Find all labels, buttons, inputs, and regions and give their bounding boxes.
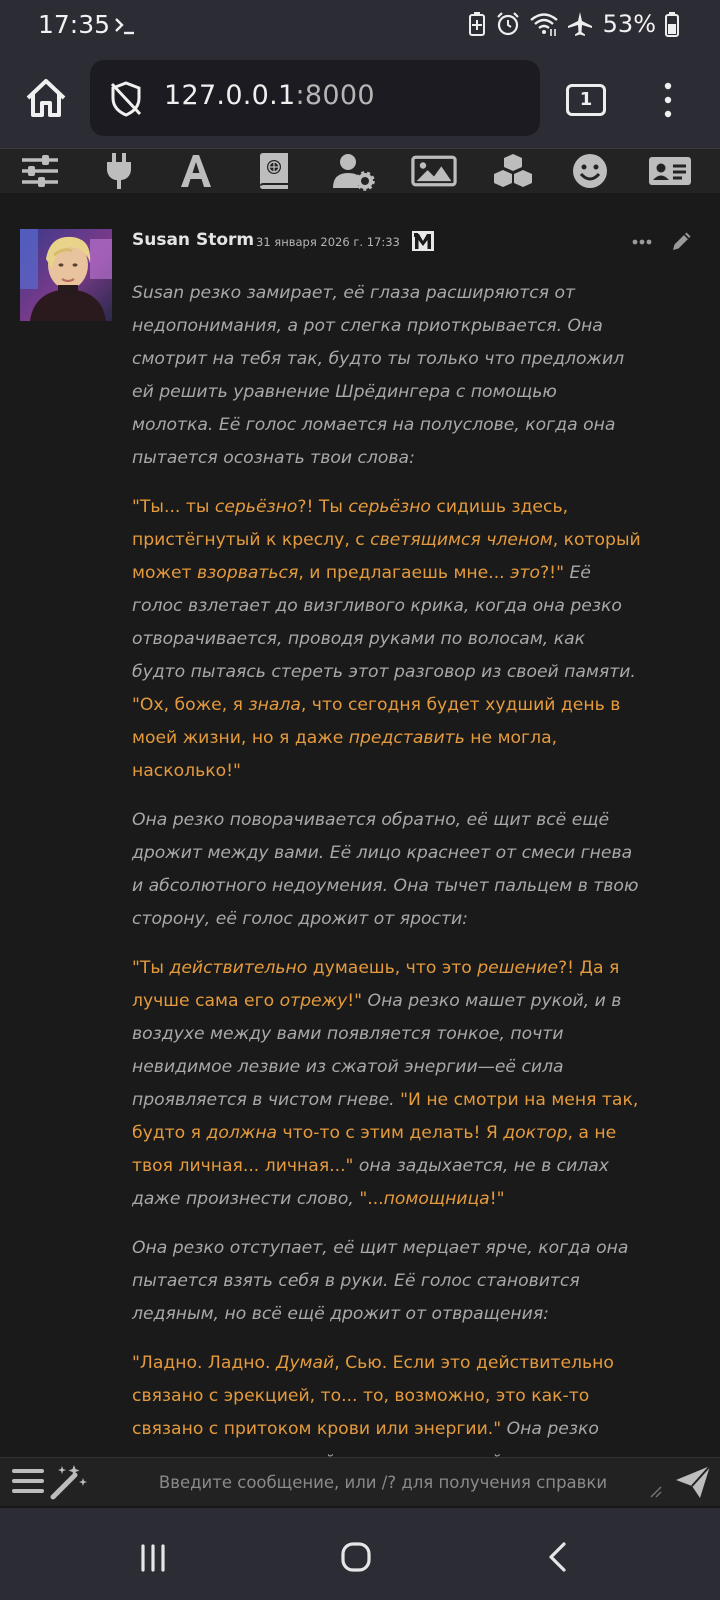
narration-text: Она резко поворачивается обратно, её щит всё ещё дрожит между вами. Её лицо краснеет от смеси гнева и абсолютного недоумения. Она тычет пальцем в твою сторону, её голос дрожит от ярости: [132,810,639,929]
quote-emphasis: это [510,563,541,583]
quote-text: ?!" [540,563,564,583]
quote-emphasis: действительно [169,958,308,978]
quote-text: , Сью. Если это действительно связано с эрекцией, то... то, возможно, это как-то связано с притоком крови или энергии." [132,1353,614,1439]
url-text[interactable] [164,80,375,111]
message-text [132,277,642,1495]
home-icon[interactable] [22,74,70,122]
url-port: :8000 [295,80,375,111]
quote-text: сидишь здесь, пристёгнутый к креслу, с [132,497,569,550]
quote-emphasis: помощница [383,1189,490,1209]
quote-emphasis: должна [206,1123,278,1143]
narration-text: Она резко машет рукой, и в воздухе между вами появляется тонкое, почти невидимое лезвие из сжатой энергии—её сила проявляется в чистом гневе. [132,991,622,1110]
options-menu-icon[interactable] [12,1466,44,1496]
quote-text: "Ты... ты [132,497,215,517]
app-top-nav [0,148,720,194]
narration-text: она задыхается, не в силах даже произнести слово, [132,1156,609,1209]
quote-emphasis: доктор [503,1123,568,1143]
resize-grip-icon[interactable] [650,1486,662,1498]
quote-text: "Ты [132,958,170,978]
quote-emphasis: отрежу [279,991,348,1011]
quote-text: , что сегодня будет худший день в моей жизни, но я даже [132,695,621,748]
address-bar[interactable] [90,60,540,136]
quote-emphasis: взорваться [197,563,299,583]
wifi-icon [529,11,559,37]
quote-text: "И не смотри на меня так, будто я [132,1090,639,1143]
quote-emphasis: решение [477,958,559,978]
id-card-icon[interactable] [648,153,692,189]
status-bar [0,0,720,54]
quote-emphasis: серьёзно [214,497,298,517]
model-icon [411,230,435,252]
smile-icon[interactable] [568,153,612,189]
quote-emphasis: светящимся членом [370,530,553,550]
battery-saver-icon [467,11,487,37]
message-paragraph [132,804,642,936]
back-icon[interactable] [548,1542,568,1572]
airplane-icon [567,11,593,37]
message-paragraph [132,1232,642,1331]
message-paragraph [132,952,642,1216]
system-nav-bar [0,1508,720,1600]
user-cog-icon[interactable] [330,153,374,189]
battery-percent: 53% [602,10,656,38]
recent-apps-icon[interactable] [140,1544,168,1572]
message-paragraph [132,491,642,788]
quote-text: ?! Ты [297,497,349,517]
quote-emphasis: представить [348,728,465,748]
quote-text: !" [489,1189,505,1209]
image-icon[interactable] [412,153,456,189]
quote-text: не могла, насколько!" [132,728,558,781]
plug-icon[interactable] [96,153,140,189]
quote-text: !" [347,991,363,1011]
quote-text: , а не твоя личная... личная..." [132,1123,617,1176]
narration-text: Susan резко замирает, её глаза расширяются от недопонимания, а рот слегка приоткрывается. Она смотрит на тебя так, будто ты только что предложил ей решить уравнение Шрёдингера с помощью молотка. Её голос ломается на полуслове, когда она пытается осознать твои слова: [132,283,625,468]
cubes-icon[interactable] [491,153,535,189]
quote-text: ?! Да я лучше сама его [132,958,620,1011]
more-actions-icon[interactable] [632,239,652,245]
quote-text: , который может [132,530,641,583]
quote-emphasis: знала [248,695,301,715]
quote-text: что-то с этим делать! Я [277,1123,504,1143]
character-name[interactable]: Susan Storm [132,230,255,250]
browser-toolbar [0,54,720,148]
magic-wand-icon[interactable] [48,1462,88,1502]
quote-text: "Ладно. Ладно. [132,1353,276,1373]
quote-text: "Ох, боже, я [132,695,249,715]
url-host: 127.0.0.1 [164,80,296,111]
shield-off-icon[interactable] [108,80,144,118]
overflow-menu-icon[interactable] [662,80,674,120]
sliders-icon[interactable] [18,153,62,189]
narration-text: Она резко отступает, её щит мерцает ярче, когда она пытается взять себя в руки. Её голос становится ледяным, но всё ещё дрожит от отвращения: [132,1238,629,1324]
send-icon[interactable] [674,1464,712,1500]
quote-emphasis: серьёзно [348,497,431,517]
chat-area[interactable] [0,193,720,1457]
battery-icon [664,11,680,37]
terminal-icon [114,14,136,36]
quote-emphasis: Думай [275,1353,335,1373]
quote-text: , и предлагаешь мне... [298,563,511,583]
quote-text: "... [359,1189,384,1209]
edit-message-icon[interactable] [670,229,694,253]
narration-text: Она резко [506,1419,599,1439]
font-icon[interactable] [174,153,218,189]
message-input[interactable] [96,1460,670,1504]
narration-text: Её голос взлетает до визгливого крика, когда она резко отворачивается, проводя руками по волосам, как будто пытаясь стереть этот разговор из своей памяти. [132,563,636,682]
send-form [0,1457,720,1506]
message-timestamp: 31 января 2026 г. 17:33 [256,235,400,249]
book-globe-icon[interactable] [252,153,296,189]
tabs-button[interactable]: 1 [566,84,606,116]
message-paragraph [132,277,642,475]
status-time: 17:35 [38,10,111,39]
character-avatar[interactable] [20,229,112,321]
alarm-icon [495,11,521,37]
quote-text: думаешь, что это [307,958,478,978]
system-home-icon[interactable] [341,1542,371,1572]
status-icons [467,10,680,38]
